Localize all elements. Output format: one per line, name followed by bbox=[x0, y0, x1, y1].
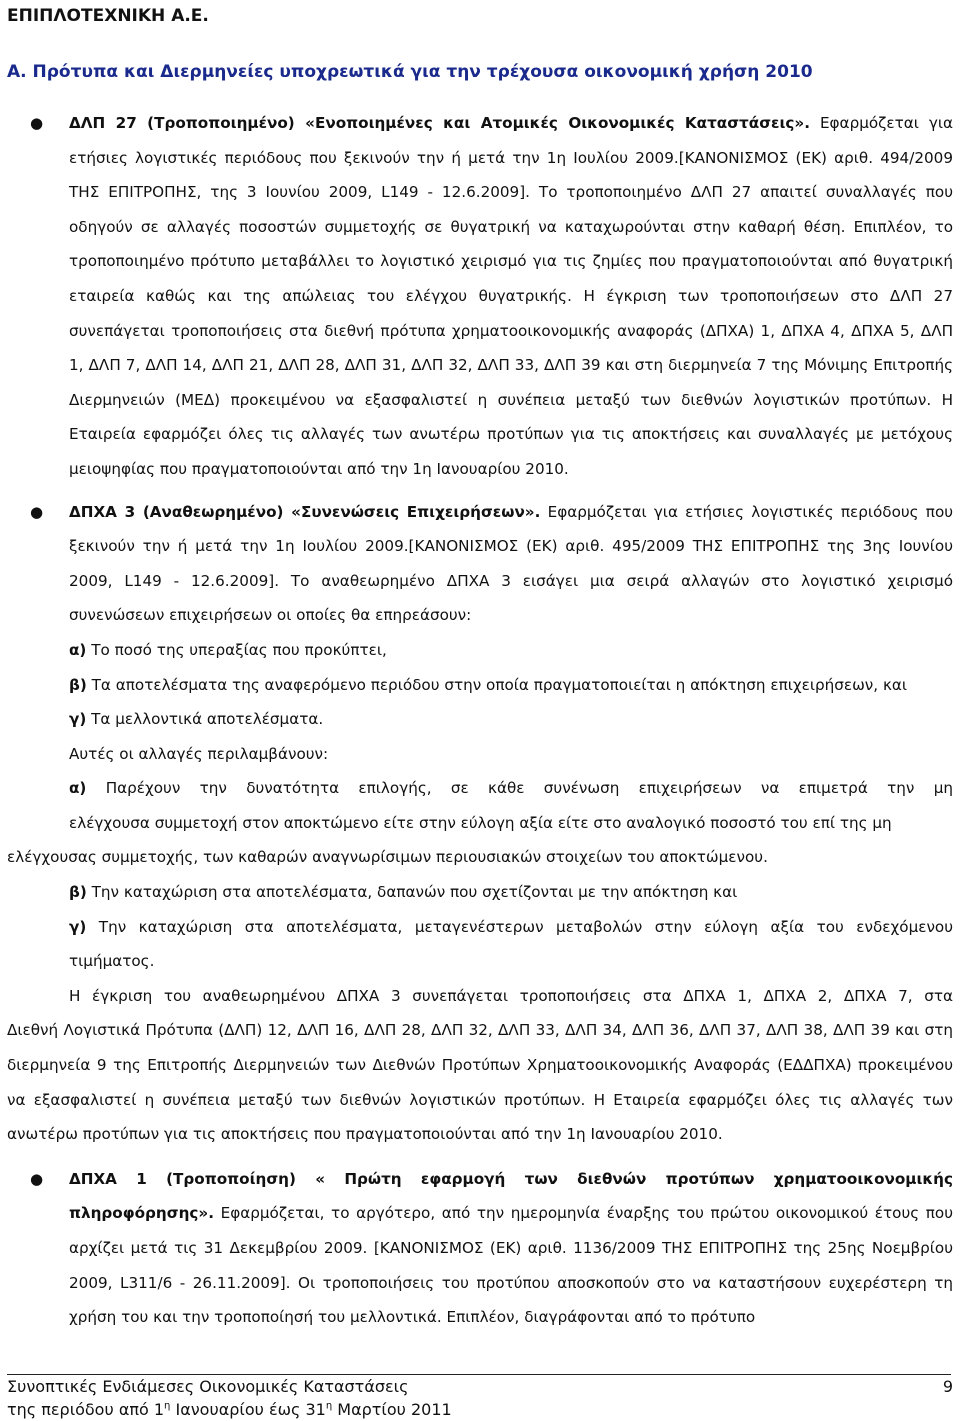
company-name: ΕΠΙΠΛΟΤΕΧΝΙΚΗ Α.Ε. bbox=[7, 6, 209, 26]
list-item-ifrs1 bbox=[0, 1162, 960, 1335]
bullet-icon: ● bbox=[30, 114, 44, 132]
bullet-icon: ● bbox=[30, 502, 44, 521]
footer-divider bbox=[7, 1374, 951, 1375]
footer-period: της περιόδου από $1^\eta$ Ιανουαρίου έως $31^\eta$ Μαρτίου 2011 bbox=[7, 1400, 452, 1419]
list-item-ias27 bbox=[0, 106, 960, 487]
change-a-line2: ελέγχουσα συμμετοχή στον αποκτώμενο είτε στην εύλογη αξία είτε στο αναλογικό ποσοστό του επί της μη bbox=[69, 813, 892, 832]
footer-title: Συνοπτικές Ενδιάμεσες Οικονομικές Καταστάσεις 9 bbox=[7, 1377, 953, 1396]
changes-intro: Αυτές οι αλλαγές περιλαμβάνουν: bbox=[69, 744, 329, 763]
approval-rest: Διεθνή Λογιστικά Πρότυπα (ΔΛΠ) 12, ΔΛΠ 16, ΔΛΠ 28, ΔΛΠ 32, ΔΛΠ 33, ΔΛΠ 34, ΔΛΠ 36, ΔΛΠ 37, ΔΛΠ 38, ΔΛΠ 39 και στη διερμηνεία 9 της Επιτροπής Διερμηνειών των Διεθνών Προτύπων Χρηματοοικονομικής Αναφοράς (ΕΔΔΠΧΑ) προκειμένου να εξασφαλιστεί η συνέπεια μεταξύ των διεθνών λογιστικών προτύπων. Η Εταιρεία εφαρμόζει όλες τις αλλαγές των ανωτέρω προτύπων για τις αποκτήσεις που πραγματοποιούνται από την 1η Ιανουαρίου 2010. bbox=[7, 1021, 953, 1144]
effect-a: α) Το ποσό της υπεραξίας που προκύπτει, bbox=[69, 640, 387, 659]
bullet-icon: ● bbox=[30, 1169, 44, 1188]
effect-c: γ) Τα μελλοντικά αποτελέσματα. bbox=[69, 710, 324, 729]
change-a-line3: ελέγχουσας συμμετοχής, των καθαρών αναγνωρίσιμων περιουσιακών στοιχείων του αποκτώμενου. bbox=[7, 848, 768, 867]
item-body: Εφαρμόζεται για ετήσιες λογιστικές περιόδους που ξεκινούν την ή μετά την 1η Ιουλίου 2009.[ΚΑΝΟΝΙΣΜΟΣ (ΕΚ) αριθ. 495/2009 ΤΗΣ ΕΠΙΤΡΟΠΗΣ της 3ης Ιουνίου 2009, L149 - 12.6.2009]. Το αναθεωρημένο ΔΠΧΑ 3 εισάγει μια σειρά αλλαγών στο λογιστικό χειρισμό συνενώσεων επιχειρήσεων οι οποίες θα επηρεάσουν: bbox=[69, 502, 954, 625]
approval-first-line: Η έγκριση του αναθεωρημένου ΔΠΧΑ 3 συνεπάγεται τροποποιήσεις στα ΔΠΧΑ 1, ΔΠΧΑ 2, ΔΠΧΑ 7, στα bbox=[69, 986, 953, 1005]
list-item-ifrs3 bbox=[0, 495, 960, 633]
effect-b: β) Τα αποτελέσματα της αναφερόμενο περιόδου στην οποία πραγματοποιείται η απόκτηση επιχειρήσεων, και bbox=[69, 675, 908, 694]
item-body: Εφαρμόζεται για ετήσιες λογιστικές περιόδους που ξεκινούν την ή μετά την 1η Ιουλίου 2009.[ΚΑΝΟΝΙΣΜΟΣ (ΕΚ) αριθ. 494/2009 ΤΗΣ ΕΠΙΤΡΟΠΗΣ, της 3 Ιουνίου 2009, L149 - 12.6.2009]. Το τροποποιημένο ΔΛΠ 27 απαιτεί συναλλαγές που οδηγούν σε αλλαγές ποσοστών συμμετοχής σε θυγατρική να καταχωρούνται στην καθαρή θέση. Επιπλέον, το τροποποιημένο πρότυπο μεταβάλλει το λογιστικό χειρισμό για τις ζημίες που πραγματοποιούνται από θυγατρική εταιρεία καθώς και της απώλειας του ελέγχου θυγατρικής. Η έγκριση των τροποποιήσεων στο ΔΛΠ 27 συνεπάγεται τροποποιήσεις στα διεθνή πρότυπα χρηματοοικονομικής αναφοράς (ΔΠΧΑ) 1, ΔΠΧΑ 4, ΔΠΧΑ 5, ΔΛΠ 1, ΔΛΠ 7, ΔΛΠ 14, ΔΛΠ 21, ΔΛΠ 28, ΔΛΠ 31, ΔΛΠ 32, ΔΛΠ 33, ΔΛΠ 39 και στη διερμηνεία 7 της Μόνιμης Επιτροπής Διερμηνειών (ΜΕΔ) προκειμένου να εξασφαλιστεί η συνέπεια μεταξύ των διεθνών λογιστικών προτύπων. Η Εταιρεία εφαρμόζει όλες τις αλλαγές των ανωτέρω προτύπων για τις αποκτήσεις και συναλλαγές με μετόχους μειοψηφίας που πραγματοποιούνται από την 1η Ιανουαρίου 2010. bbox=[69, 114, 954, 478]
change-c-line1: γ) Την καταχώριση στα αποτελέσματα, μεταγενέστερων μεταβολών στην εύλογη αξία του ενδεχόμενου bbox=[69, 917, 954, 936]
item-title: ΔΠΧΑ 1 (Τροποποίηση) « Πρώτη εφαρμογή των διεθνών προτύπων χρηματοοικονομικής πληροφόρησης». bbox=[69, 1169, 953, 1223]
document-body bbox=[0, 106, 960, 1335]
item-title: ΔΠΧΑ 3 (Αναθεωρημένο) «Συνενώσεις Επιχειρήσεων». bbox=[69, 502, 541, 521]
change-c-line2: τιμήματος. bbox=[69, 952, 155, 971]
section-heading: Α. Πρότυπα και Διερμηνείες υποχρεωτικά για την τρέχουσα οικονομική χρήση 2010 bbox=[7, 62, 813, 82]
change-a-line1: α) Παρέχουν την δυνατότητα επιλογής, σε κάθε συνένωση επιχειρήσεων να επιμετρά την μη bbox=[69, 779, 953, 798]
page-number: 9 bbox=[942, 1377, 953, 1396]
change-b: β) Την καταχώριση στα αποτελέσματα, δαπανών που σχετίζονται με την απόκτηση και bbox=[69, 883, 738, 902]
item-body: Εφαρμόζεται, το αργότερο, από την ημερομηνία έναρξης του πρώτου οικονομικού έτους που αρχίζει μετά τις 31 Δεκεμβρίου 2009. [ΚΑΝΟΝΙΣΜΟΣ (ΕΚ) αριθ. 1136/2009 ΤΗΣ ΕΠΙΤΡΟΠΗΣ της 25ης Νοεμβρίου 2009, L311/6 - 26.11.2009]. Οι τροποποιήσεις του προτύπου αποσκοπούν στο να καταστήσουν ευχερέστερη τη χρήση του και την τροποποίησή του μελλοντικά. Επιπλέον, διαγράφονται από το πρότυπο bbox=[69, 1204, 954, 1327]
item-title: ΔΛΠ 27 (Τροποποιημένο) «Ενοποιημένες και Ατομικές Οικονομικές Καταστάσεις». bbox=[69, 114, 810, 132]
